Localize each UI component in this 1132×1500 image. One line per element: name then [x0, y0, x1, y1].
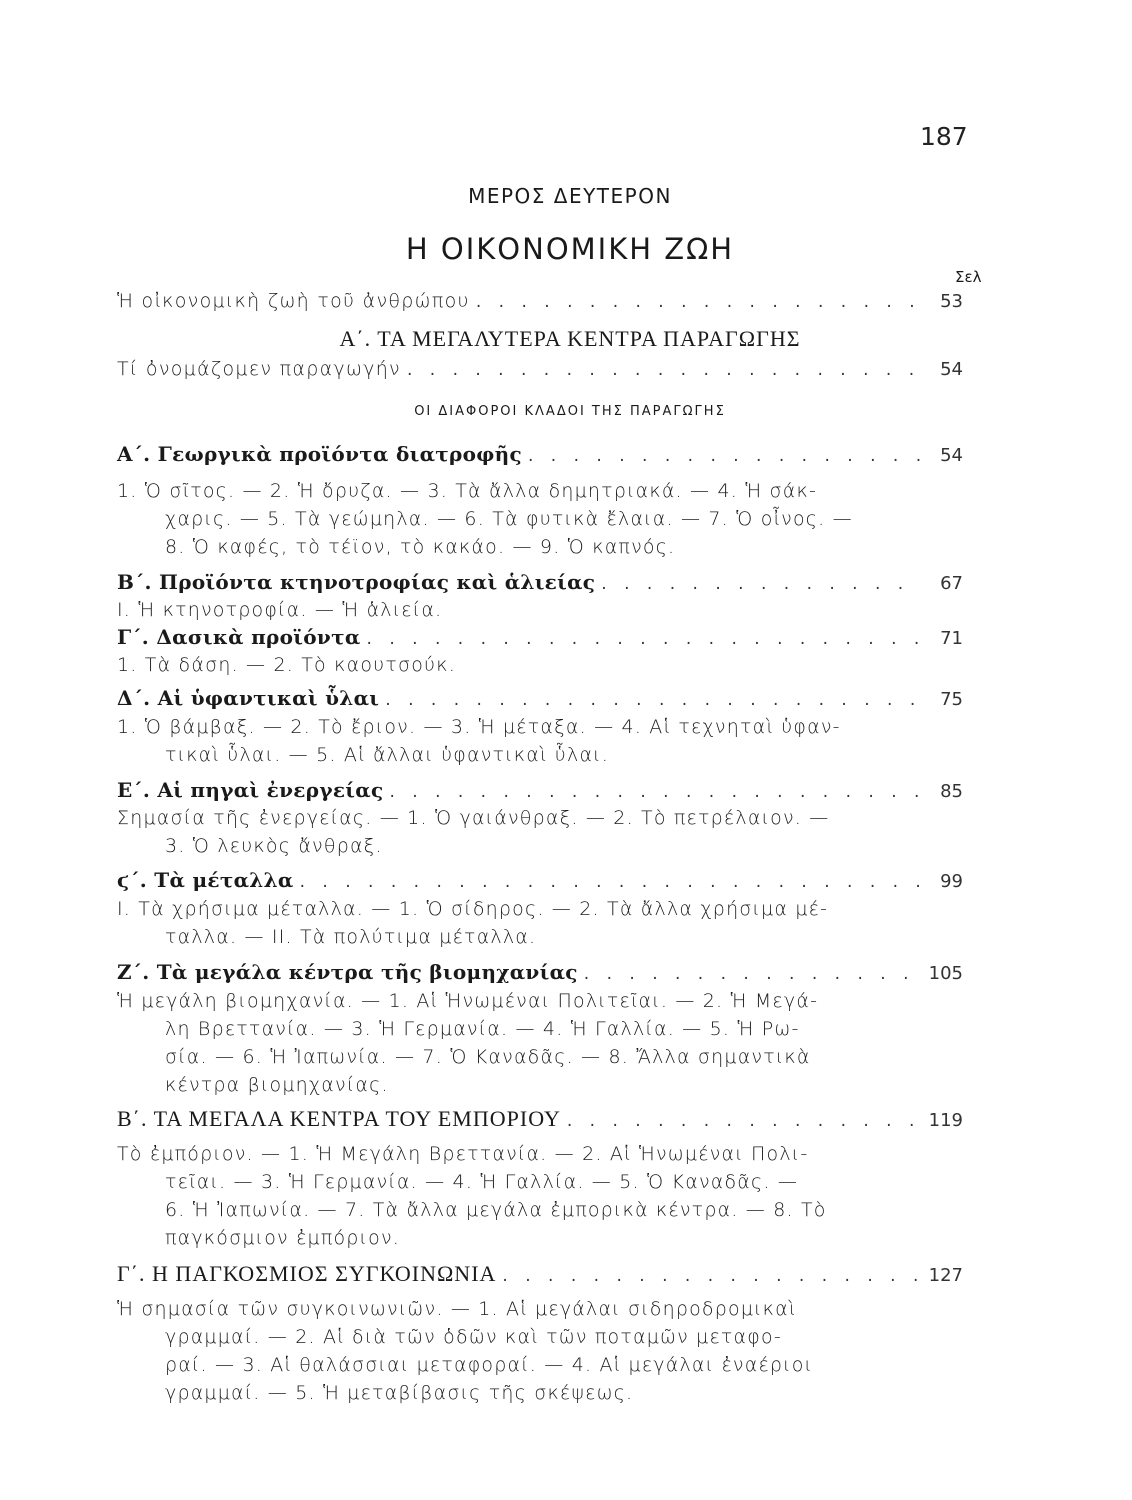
topic-line: 1. Ὁ σῖτος. — 2. Ἡ ὄρυζα. — 3. Τὰ ἄλλα δημητριακά. — 4. Ἡ σάκ- [117, 480, 818, 502]
dot-leader [567, 1111, 921, 1131]
dot-leader [601, 574, 921, 594]
chapter-z-entry [117, 960, 963, 988]
section-page: 119 [928, 1110, 963, 1131]
topic-line: τεῖαι. — 3. Ἡ Γερμανία. — 4. Ἡ Γαλλία. — 5. Ὁ Καναδᾶς. — [165, 1171, 799, 1193]
section-a-heading: Α΄. ΤΑ ΜΕΓΑΛΥΤΕΡΑ ΚΕΝΤΡΑ ΠΑΡΑΓΩΓΗΣ [339, 326, 801, 351]
section-title: Β΄. ΤΑ ΜΕΓΑΛΑ ΚΕΝΤΡΑ ΤΟΥ ΕΜΠΟΡΙΟΥ [117, 1106, 561, 1131]
chapter-c-topics [117, 651, 947, 679]
topic-line: κέντρα βιομηχανίας. [165, 1074, 389, 1096]
dot-leader [407, 360, 921, 380]
topic-line: Ἡ σημασία τῶν συγκοινωνιῶν. — 1. Αἱ μεγάλαι σιδηροδρομικαὶ [117, 1298, 797, 1320]
chapter-e-entry [117, 778, 963, 806]
topic-line: 3. Ὁ λευκὸς ἄνθραξ. [165, 835, 383, 857]
branches-subheading: ΟΙ ΔΙΑΦΟΡΟΙ ΚΛΑΔΟΙ ΤΗΣ ΠΑΡΑΓΩΓΗΣ [414, 404, 726, 419]
toc-entry-intro [117, 290, 963, 318]
toc-entry-title: Τί ὀνομάζομεν παραγωγήν [117, 358, 401, 380]
chapter-page: 99 [940, 871, 963, 892]
chapter-c-entry [117, 625, 963, 653]
topic-line: σία. — 6. Ἡ Ἰαπωνία. — 7. Ὁ Καναδᾶς. — 8. Ἄλλα σημαντικὰ [165, 1046, 811, 1068]
section-b-entry [117, 1106, 963, 1134]
chapter-title: Α΄. Γεωργικὰ προϊόντα διατροφῆς [117, 442, 522, 466]
topic-line: τικαὶ ὗλαι. — 5. Αἱ ἄλλαι ὑφαντικαὶ ὗλαι. [165, 744, 609, 766]
chapter-f-topics [117, 895, 947, 951]
dot-leader [528, 446, 921, 466]
chapter-title: ϛ΄. Τὰ μέταλλα [117, 868, 294, 892]
topic-line: ραί. — 3. Αἱ θαλάσσιαι μεταφοραί. — 4. Αἱ μεγάλαι ἐναέριοι [165, 1354, 814, 1376]
dot-leader [385, 690, 921, 710]
chapter-a-entry [117, 442, 963, 470]
topic-line: Σημασία τῆς ἐνεργείας. — 1. Ὁ γαιάνθραξ. — 2. Τὸ πετρέλαιον. — [117, 807, 830, 829]
chapter-title: Γ΄. Δασικὰ προϊόντα [117, 625, 361, 649]
chapter-e-topics [117, 804, 947, 860]
topic-line: 1. Ὁ βάμβαξ. — 2. Τὸ ἔριον. — 3. Ἡ μέταξα. — 4. Αἱ τεχνηταὶ ὑφαν- [117, 716, 841, 738]
topic-line: 6. Ἡ Ἰαπωνία. — 7. Τὰ ἄλλα μεγάλα ἐμπορικὰ κέντρα. — 8. Τὸ [165, 1199, 827, 1221]
chapter-b-topics [117, 596, 947, 624]
chapter-page: 75 [940, 689, 963, 710]
topic-line: Τὸ ἐμπόριον. — 1. Ἡ Μεγάλη Βρεττανία. — 2. Αἱ Ἡνωμέναι Πολι- [117, 1143, 809, 1165]
chapter-page: 105 [928, 963, 963, 984]
chapter-page: 54 [940, 445, 963, 466]
topic-line: ταλλα. — II. Τὰ πολύτιμα μέταλλα. [165, 926, 537, 948]
chapter-z-topics [117, 987, 947, 1099]
chapter-title: Δ΄. Αἱ ὑφαντικαὶ ὗλαι [117, 686, 380, 710]
dot-leader [476, 292, 921, 312]
dot-leader [584, 964, 921, 984]
dot-leader [502, 1266, 921, 1286]
chapter-title: Β΄. Προϊόντα κτηνοτροφίας καὶ ἁλιείας [117, 570, 596, 594]
chapter-page: 71 [940, 628, 963, 649]
toc-entry-page: 54 [940, 359, 963, 380]
chapter-page: 85 [940, 781, 963, 802]
topic-line: I. Ἡ κτηνοτροφία. — Ἡ ἁλιεία. [117, 599, 443, 621]
chapter-title: Ε΄. Αἱ πηγαὶ ἐνεργείας [117, 778, 384, 802]
toc-entry-production [117, 358, 963, 386]
toc-entry-title: Ἡ οἰκονομικὴ ζωὴ τοῦ ἀνθρώπου [117, 290, 470, 312]
topic-line: Ἡ μεγάλη βιομηχανία. — 1. Αἱ Ἡνωμέναι Πολιτεῖαι. — 2. Ἡ Μεγά- [117, 990, 819, 1012]
dot-leader [300, 872, 921, 892]
chapter-title: Ζ΄. Τὰ μεγάλα κέντρα τῆς βιομηχανίας [117, 960, 578, 984]
chapter-d-topics [117, 713, 947, 769]
toc-entry-page: 53 [940, 291, 963, 312]
topic-line: 1. Τὰ δάση. — 2. Τὸ καουτσούκ. [117, 654, 456, 676]
topic-line: λη Βρεττανία. — 3. Ἡ Γερμανία. — 4. Ἡ Γαλλία. — 5. Ἡ Ρω- [165, 1018, 800, 1040]
section-c-topics [117, 1295, 947, 1407]
topic-line: παγκόσμιον ἐμπόριον. [165, 1227, 400, 1249]
section-page: 127 [928, 1265, 963, 1286]
topic-line: 8. Ὁ καφές, τὸ τέϊον, τὸ κακάο. — 9. Ὁ καπνός. [165, 536, 676, 558]
main-title: Η ΟΙΚΟΝΟΜΙΚΗ ΖΩΗ [405, 232, 735, 266]
section-c-entry [117, 1261, 963, 1289]
dot-leader [389, 782, 921, 802]
chapter-f-entry [117, 868, 963, 896]
topic-line: γραμμαί. — 2. Αἱ διὰ τῶν ὁδῶν καὶ τῶν ποταμῶν μεταφο- [165, 1326, 782, 1348]
topic-line: I. Τὰ χρήσιμα μέταλλα. — 1. Ὁ σίδηρος. — 2. Τὰ ἄλλα χρήσιμα μέ- [117, 898, 829, 920]
chapter-b-entry [117, 570, 963, 598]
section-title: Γ΄. Η ΠΑΓΚΟΣΜΙΟΣ ΣΥΓΚΟΙΝΩΝΙΑ [117, 1261, 497, 1286]
topic-line: χαρις. — 5. Τὰ γεώμηλα. — 6. Τὰ φυτικὰ ἔλαια. — 7. Ὁ οἶνος. — [165, 508, 853, 530]
page-column-label: Σελ [955, 268, 982, 286]
page-number: 187 [920, 122, 968, 151]
dot-leader [367, 629, 921, 649]
section-b-topics [117, 1140, 947, 1252]
chapter-page: 67 [940, 573, 963, 594]
chapter-d-entry [117, 686, 963, 714]
part-title: ΜΕΡΟΣ ΔΕΥΤΕΡΟΝ [468, 184, 672, 208]
topic-line: γραμμαί. — 5. Ἡ μεταβίβασις τῆς σκέψεως. [165, 1382, 634, 1404]
chapter-a-topics [117, 477, 947, 561]
